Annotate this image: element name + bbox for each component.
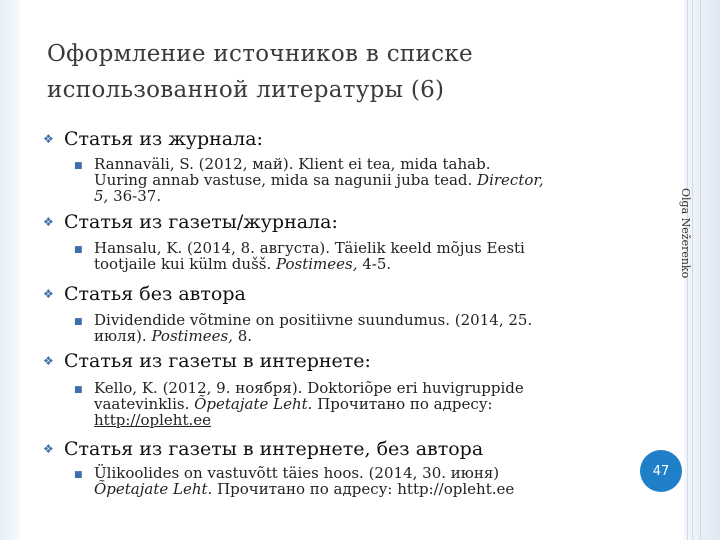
entry-source-italic: Postimees,	[151, 327, 233, 345]
reference-entry	[94, 465, 649, 497]
flower-bullet-icon: ❖	[43, 442, 54, 456]
reference-entry	[94, 156, 649, 204]
entry-url-link[interactable]: http://opleht.ee	[94, 411, 211, 429]
reference-entry	[94, 240, 649, 272]
square-bullet-icon: ■	[74, 245, 83, 255]
entry-line: Ülikoolides on vastuvõtt täies hoos. (2014, 30. июня)	[94, 464, 500, 482]
entry-text: Прочитано по адресу:	[312, 395, 493, 413]
entry-source-italic: Õpetajate Leht.	[94, 480, 213, 498]
entry-text: Прочитано по адресу: http://opleht.ee	[212, 480, 515, 498]
entry-line	[94, 188, 649, 204]
slide-title	[47, 36, 647, 108]
square-bullet-icon: ■	[74, 317, 83, 327]
flower-bullet-icon: ❖	[43, 215, 54, 229]
entry-source-italic: 5,	[94, 187, 109, 205]
section-heading: Статья из газеты в интернете, без автора	[64, 438, 484, 460]
entry-text: Uuring annab vastuse, mida sa nagunii juba tead.	[94, 171, 478, 189]
entry-line	[94, 412, 649, 428]
section-heading: Статья из газеты в интернете:	[64, 350, 371, 372]
entry-line	[94, 172, 649, 188]
author-side-label: Olga Nežerenko	[679, 188, 692, 279]
section-heading: Статья без автора	[64, 283, 246, 305]
section-heading: Статья из газеты/журнала:	[64, 211, 338, 233]
entry-text: vaatevinklis.	[94, 395, 195, 413]
page-number-badge: 47	[640, 450, 682, 492]
entry-line	[94, 481, 649, 497]
entry-source-italic: Postimees,	[276, 255, 358, 273]
entry-line: Hansalu, K. (2014, 8. августа). Täielik keeld mõjus Eesti	[94, 239, 525, 257]
title-line-2: использованной литературы (6)	[47, 77, 445, 103]
entry-text: 8.	[232, 327, 253, 345]
entry-line	[94, 256, 649, 272]
entry-line: Rannaväli, S. (2012, май). Klient ei tea, mida tahab.	[94, 155, 491, 173]
decorative-line	[692, 0, 693, 540]
square-bullet-icon: ■	[74, 161, 83, 171]
flower-bullet-icon: ❖	[43, 287, 54, 301]
flower-bullet-icon: ❖	[43, 354, 54, 368]
title-line-1: Оформление источников в списке	[47, 41, 473, 67]
left-decorative-rail	[0, 0, 20, 540]
decorative-line	[700, 0, 701, 540]
entry-source-italic: Director,	[477, 171, 544, 189]
entry-line	[94, 328, 649, 344]
entry-text: 36-37.	[108, 187, 162, 205]
square-bullet-icon: ■	[74, 470, 83, 480]
flower-bullet-icon: ❖	[43, 132, 54, 146]
entry-line	[94, 396, 649, 412]
entry-text: июля).	[94, 327, 152, 345]
entry-line: Dividendide võtmine on positiivne suundumus. (2014, 25.	[94, 311, 533, 329]
reference-entry	[94, 380, 649, 428]
entry-line: Kello, K. (2012, 9. ноября). Doktoriõpe eri huvigruppide	[94, 379, 524, 397]
entry-source-italic: Õpetajate Leht.	[194, 395, 313, 413]
section-heading: Статья из журнала:	[64, 128, 263, 150]
entry-text: 4-5.	[357, 255, 392, 273]
reference-entry	[94, 312, 649, 344]
entry-text: tootjaile kui külm dušš.	[94, 255, 276, 273]
square-bullet-icon: ■	[74, 385, 83, 395]
